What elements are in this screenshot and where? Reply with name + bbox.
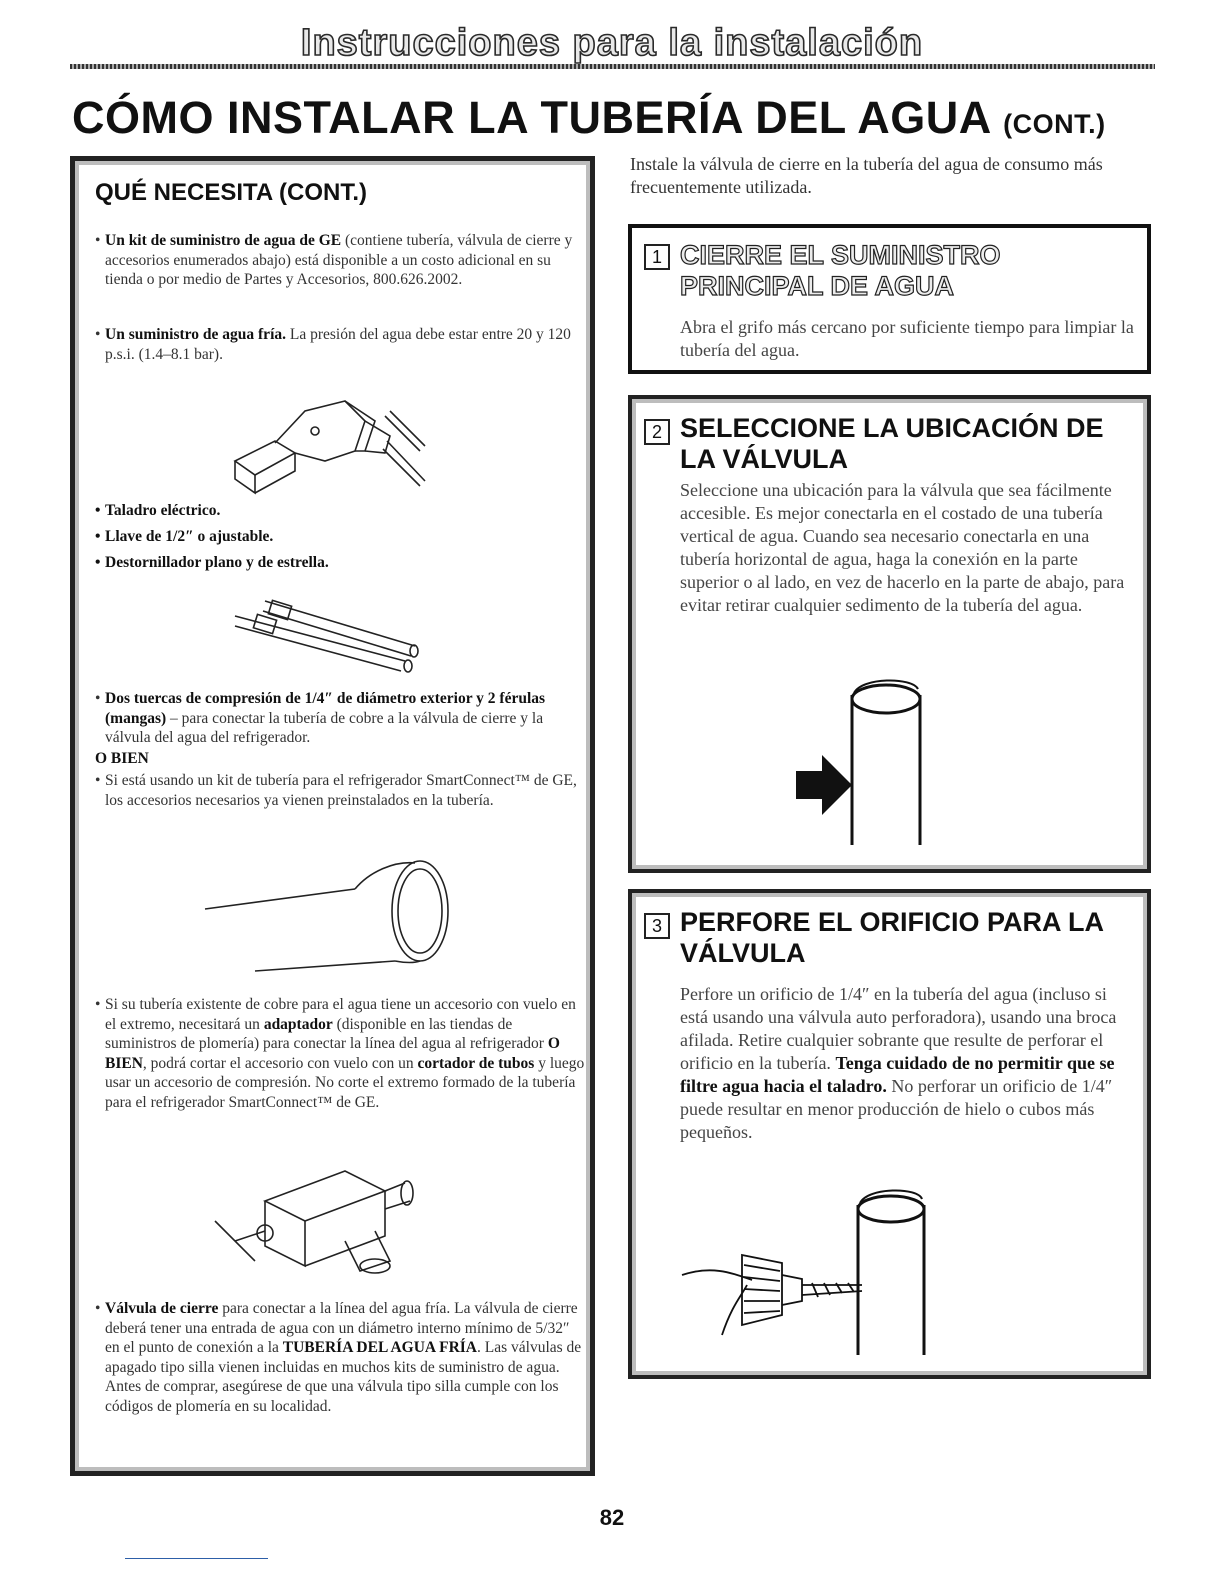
list-item-cold-water: • Un suministro de agua fría. La presión del agua debe estar entre 20 y 120 p.s.i. (1.4–8.1 bar).	[95, 326, 571, 363]
screwdriver-label: Destornillador plano y de estrella.	[105, 554, 329, 571]
step-1-title: CIERRE EL SUMINISTRO PRINCIPAL DE AGUA	[680, 240, 1001, 301]
adapter-text-g: y luego usar un accesorio de compresión. No corte el extremo formado de la tubería para el refrigerador SmartConnect™ de GE.	[105, 1054, 585, 1111]
compression-nuts-label: Dos tuercas de compresión de 1/4″ de diámetro exterior y 2 férulas (mangas)	[105, 690, 546, 727]
or-label: O BIEN	[95, 750, 149, 767]
flared-tubing-icon	[195, 851, 455, 981]
step-3-warning: Tenga cuidado de no permitir que se filtre agua hacia el taladro.	[680, 1053, 1115, 1096]
step-2-number: 2	[644, 419, 670, 445]
list-item-shutoff-valve: • Válvula de cierre para conectar a la línea del agua fría. La válvula de cierre deberá tener una entrada de agua con un diámetro interno mínimo de 5/32″ en el punto de conexión a la TUBERÍA DEL AGUA FRÍA. Las válvulas de apagado tipo silla vienen incluidas en muchos kits de suministro de agua. Antes de comprar, asegúrese de que una válvula tipo silla cumple con los códigos de plomería en su localidad.	[95, 1300, 582, 1415]
page-title	[72, 92, 1106, 144]
page-title-cont: (CONT.)	[1003, 109, 1106, 139]
shutoff-valve-label: Válvula de cierre	[105, 1300, 219, 1317]
step-3-text-a: Perfore un orificio de 1/4″ en la tubería del agua (incluso si está usando una válvula auto perforadora), usando una broca afilada. Retire cualquier sobrante que resulte de perforar el orificio en la tubería.	[680, 984, 1117, 1073]
supply-kit-label: Un kit de suministro de agua de GE	[105, 232, 342, 249]
drilling-pipe-icon	[672, 1185, 972, 1360]
supply-kit-text: (contiene tubería, válvula de cierre y accesorios enumerados abajo) está disponible a un costo adicional en su tienda o por medio de Partes y Accesorios, 800.626.2002.	[105, 232, 573, 288]
list-item-wrench: • Llave de 1/2″ o ajustable.	[95, 528, 274, 545]
wrench-label: Llave de 1/2″ o ajustable.	[105, 528, 274, 545]
step-3-number: 3	[644, 913, 670, 939]
shutoff-valve-icon	[205, 1161, 425, 1281]
step-2-box	[628, 395, 1151, 873]
list-item-smartconnect: • Si está usando un kit de tubería para el refrigerador SmartConnect™ de GE, los accesorios necesarios ya vienen preinstalados en la tubería.	[95, 772, 577, 809]
shutoff-valve-text-a: para conectar a la línea del agua fría. La válvula de cierre deberá tener una entrada de agua con un diámetro interno mínimo de 5/32″ en el punto de conexión a la	[105, 1300, 578, 1356]
cold-water-pipe-bold: TUBERÍA DEL AGUA FRÍA	[282, 1339, 477, 1356]
page-header-title: Instrucciones para la instalación	[300, 22, 924, 64]
step-2-title: SELECCIONE LA UBICACIÓN DE LA VÁLVULA	[680, 413, 1104, 474]
what-you-need-heading: QUÉ NECESITA (CONT.)	[95, 179, 368, 206]
step-3-title: PERFORE EL ORIFICIO PARA LA VÁLVULA	[680, 907, 1104, 968]
page-number: 82	[599, 1505, 625, 1530]
step-3-text-c: No perforar un orificio de 1/4″ puede resultar en menor producción de hielo o cubos más pequeños.	[680, 1076, 1113, 1142]
what-you-need-panel	[70, 156, 595, 1476]
list-item-drill: • Taladro eléctrico.	[95, 502, 221, 519]
cold-water-label: Un suministro de agua fría.	[105, 326, 286, 343]
step-1-text: Abra el grifo más cercano por suficiente tiempo para limpiar la tubería del agua.	[680, 317, 1134, 360]
list-item-screwdriver: • Destornillador plano y de estrella.	[95, 554, 329, 571]
intro-text: Instale la válvula de cierre en la tubería del agua de consumo más frecuentemente utilizada.	[630, 154, 1103, 197]
drill-label: Taladro eléctrico.	[105, 502, 221, 519]
list-item-adapter: • Si su tubería existente de cobre para el agua tiene un accesorio con vuelo en el extremo, necesitará un adaptador (disponible en las tiendas de suministros de plomería) para conectar la línea del agua al refrigerador O BIEN, podrá cortar el accesorio con vuelo con un cortador de tubos y luego usar un accesorio de compresión. No corte el extremo formado de la tubería para el refrigerador SmartConnect™ de GE.	[95, 996, 585, 1111]
step-1-box	[628, 224, 1151, 374]
smartconnect-text: Si está usando un kit de tubería para el refrigerador SmartConnect™ de GE, los accesorios necesarios ya vienen preinstalados en la tubería.	[105, 772, 577, 809]
adapter-bold: adaptador	[263, 1015, 333, 1033]
list-item-supply-kit: • Un kit de suministro de agua de GE (contiene tubería, válvula de cierre y accesorios enumerados abajo) está disponible a un costo adicional en su tienda o por medio de Partes y Accesorios, 800.626.2002.	[95, 232, 573, 288]
adapter-text-c: (disponible en las tiendas de suministros de plomería) para conectar la línea del agua al refrigerador	[105, 1015, 544, 1052]
step-3-box	[628, 889, 1151, 1379]
adapter-text-e: , podrá cortar el accesorio con vuelo con un	[142, 1054, 414, 1072]
step-3-text	[680, 983, 1135, 1144]
shutoff-valve-text-c: . Las válvulas de apagado tipo silla vienen incluidas en muchos kits de suministro de agua. Antes de comprar, asegúrese de que una válvula tipo silla cumple con los códigos de plomería en su localidad.	[105, 1339, 582, 1415]
header-divider	[70, 64, 1155, 69]
list-item-compression-nuts: • Dos tuercas de compresión de 1/4″ de diámetro exterior y 2 férulas (mangas) – para conectar la tubería de cobre a la válvula de cierre y la válvula del agua del refrigerador.	[95, 690, 546, 746]
tube-cutter-bold: cortador de tubos	[417, 1054, 535, 1072]
vertical-pipe-arrow-icon	[792, 675, 932, 850]
adapter-or: O BIEN	[105, 1035, 560, 1072]
compression-nuts-icon	[225, 591, 425, 681]
power-drill-icon	[215, 391, 435, 511]
step-1-number: 1	[644, 244, 670, 270]
page-title-text: CÓMO INSTALAR LA TUBERÍA DEL AGUA	[72, 92, 991, 143]
adapter-text-a: Si su tubería existente de cobre para el agua tiene un accesorio con vuelo en el extremo, necesitará un	[105, 996, 576, 1033]
footer-line	[125, 1558, 268, 1559]
cold-water-text: La presión del agua debe estar entre 20 y 120 p.s.i. (1.4–8.1 bar).	[105, 326, 571, 363]
compression-nuts-text: – para conectar la tubería de cobre a la válvula de cierre y la válvula del agua del refrigerador.	[105, 709, 544, 746]
step-2-text: Seleccione una ubicación para la válvula que sea fácilmente accesible. Es mejor conectarla en el costado de una tubería vertical de agua. Cuando sea necesario conectarla en una tubería horizontal de agua, haga la conexión en la parte superior o al lado, en vez de hacerlo en la parte de abajo, para evitar retirar cualquier sedimento de la tubería del agua.	[680, 480, 1125, 615]
